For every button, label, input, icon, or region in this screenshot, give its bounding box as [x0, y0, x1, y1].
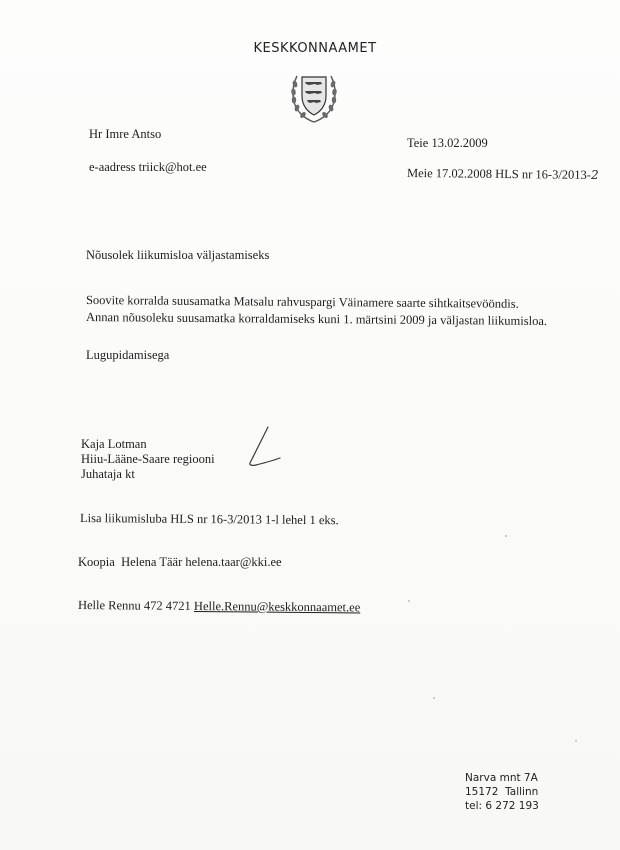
scan-speck [408, 600, 410, 602]
scan-speck [433, 697, 435, 699]
organization-name: KESKKONNAAMET [253, 41, 377, 56]
contact-line [78, 598, 360, 615]
closing-salutation: Lugupidamisega [86, 348, 170, 362]
copy-prefix: Koopia [78, 555, 115, 569]
recipient-email: e-aadress triick@hot.ee [89, 160, 207, 174]
copy-line [78, 555, 282, 570]
copy-recipient: Helena Täär helena.taar@kki.ee [121, 555, 282, 569]
reference-yours: Teie 13.02.2009 [407, 136, 488, 150]
coat-of-arms-icon [289, 70, 339, 124]
letter-subject: Nõusolek liikumisloa väljastamiseks [86, 248, 270, 262]
address-phone: tel: 6 272 193 [465, 800, 539, 812]
recipient-name: Hr Imre Antso [89, 127, 162, 141]
signatory-title: Juhataja kt [81, 467, 135, 481]
address-street: Narva mnt 7A [465, 772, 538, 784]
handwritten-signature [240, 425, 290, 470]
signatory-region: Hiiu-Lääne-Saare regiooni [81, 452, 215, 466]
body-line-2: Annan nõusoleku suusamatka korraldamiseks kuni 1. märtsini 2009 ja väljastan liikumisloa. [85, 310, 548, 329]
contact-email-link[interactable]: Helle.Rennu@keskkonnaamet.ee [193, 599, 361, 615]
reference-ours [407, 166, 599, 183]
reference-ours-handwritten: 2 [590, 167, 599, 183]
body-line-1: Soovite korralda suusamatka Matsalu rahvuspargi Väinamere saarte sihtkaitsevööndis. [85, 293, 519, 311]
signatory-name: Kaja Lotman [81, 437, 147, 451]
attachment-note: Lisa liikumisluba HLS nr 16-3/2013 1-l lehel 1 eks. [79, 511, 339, 528]
address-city: 15172 Tallinn [465, 786, 539, 798]
scan-speck [575, 740, 577, 742]
scan-speck [505, 535, 507, 537]
contact-text: Helle Rennu 472 4721 [77, 598, 195, 614]
reference-ours-text: Meie 17.02.2008 HLS nr 16-3/2013- [406, 166, 592, 182]
